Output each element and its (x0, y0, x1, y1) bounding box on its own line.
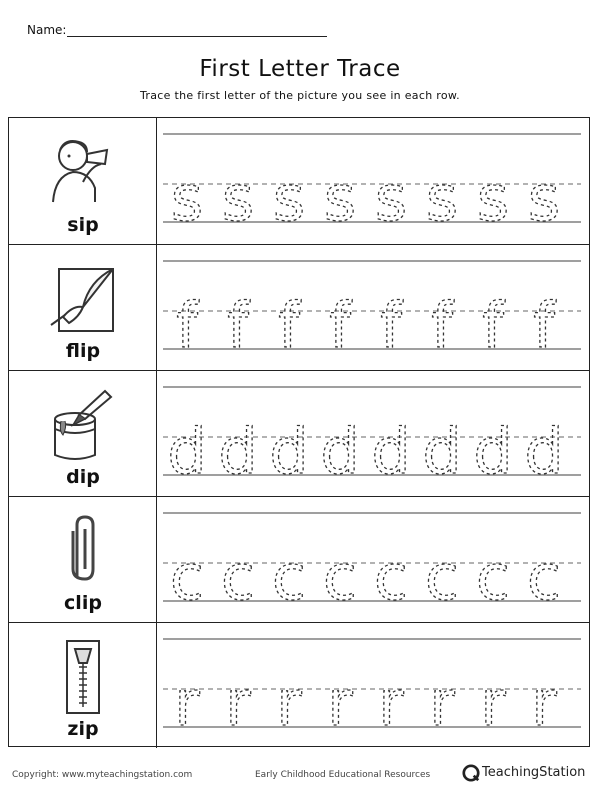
trace-letter[interactable]: s (425, 162, 459, 235)
trace-letter[interactable]: c (475, 541, 511, 614)
trace-letter[interactable]: f (176, 289, 198, 362)
trace-letter[interactable]: s (374, 162, 408, 235)
word-label: zip (67, 718, 99, 740)
name-line[interactable] (67, 36, 327, 37)
trace-letter[interactable]: f (380, 289, 402, 362)
brand-name: TeachingStation (482, 765, 586, 780)
name-label: Name: (27, 23, 67, 37)
trace-letter[interactable]: d (524, 415, 564, 488)
tagline-text: Early Childhood Educational Resources (255, 770, 431, 780)
trace-letter[interactable]: r (276, 667, 302, 740)
trace-letter[interactable]: f (482, 289, 504, 362)
trace-letter[interactable]: d (473, 415, 513, 488)
trace-letter[interactable]: f (329, 289, 351, 362)
trace-guide-lines (157, 623, 587, 747)
trace-letter[interactable]: c (526, 541, 562, 614)
worksheet-title: First Letter Trace (199, 56, 401, 82)
child-drinking-icon (43, 132, 123, 212)
trace-letter[interactable]: c (322, 541, 358, 614)
trace-letter[interactable]: d (422, 415, 462, 488)
trace-letter[interactable]: f (278, 289, 300, 362)
trace-letter[interactable]: c (169, 541, 205, 614)
copyright-text: Copyright: www.myteachingstation.com (12, 770, 193, 780)
trace-letter[interactable]: f (533, 289, 555, 362)
trace-letter[interactable]: r (225, 667, 251, 740)
page-flip-icon (43, 259, 123, 339)
picture-cell (9, 371, 157, 496)
row-flip (9, 244, 589, 370)
trace-letter[interactable]: r (378, 667, 404, 740)
picture-cell (9, 245, 157, 370)
zipper-icon (43, 637, 123, 717)
trace-area[interactable] (157, 497, 589, 622)
word-label: flip (65, 340, 101, 362)
paint-can-brush-icon (43, 385, 123, 465)
picture-cell (9, 623, 157, 748)
trace-letter[interactable]: c (271, 541, 307, 614)
trace-letter[interactable]: r (429, 667, 455, 740)
teaching-station-logo-icon (462, 764, 480, 782)
trace-letter[interactable]: d (269, 415, 309, 488)
row-dip (9, 370, 589, 496)
word-label: sip (67, 214, 99, 236)
paperclip-icon (43, 511, 123, 591)
trace-letter[interactable]: s (527, 162, 561, 235)
trace-letter[interactable]: r (174, 667, 200, 740)
trace-guide-lines (157, 118, 587, 242)
picture-cell (9, 497, 157, 622)
trace-area[interactable] (157, 623, 589, 748)
name-field (27, 20, 327, 40)
trace-letter[interactable]: s (221, 162, 255, 235)
trace-area[interactable] (157, 245, 589, 370)
footer (0, 760, 600, 790)
trace-letter[interactable]: r (327, 667, 353, 740)
trace-letter[interactable]: s (476, 162, 510, 235)
row-zip (9, 622, 589, 748)
trace-guide-lines (157, 497, 587, 621)
trace-letter[interactable]: r (480, 667, 506, 740)
trace-guide-lines (157, 245, 587, 369)
worksheet-grid (8, 117, 590, 747)
trace-letter[interactable]: r (531, 667, 557, 740)
trace-letter[interactable]: d (167, 415, 207, 488)
trace-letter[interactable]: c (220, 541, 256, 614)
trace-letter[interactable]: s (272, 162, 306, 235)
trace-letter[interactable]: c (424, 541, 460, 614)
trace-letter[interactable]: f (227, 289, 249, 362)
worksheet-instruction: Trace the first letter of the picture you see in each row. (140, 89, 460, 102)
picture-cell (9, 118, 157, 244)
trace-letter[interactable]: s (323, 162, 357, 235)
trace-letter[interactable]: c (373, 541, 409, 614)
word-label: clip (64, 592, 102, 614)
trace-letter[interactable]: s (170, 162, 204, 235)
trace-letter[interactable]: d (371, 415, 411, 488)
trace-letter[interactable]: d (218, 415, 258, 488)
row-clip (9, 496, 589, 622)
trace-area[interactable] (157, 118, 589, 244)
trace-area[interactable] (157, 371, 589, 496)
word-label: dip (66, 466, 100, 488)
row-sip (9, 118, 589, 244)
trace-guide-lines (157, 371, 587, 495)
trace-letter[interactable]: f (431, 289, 453, 362)
trace-letter[interactable]: d (320, 415, 360, 488)
